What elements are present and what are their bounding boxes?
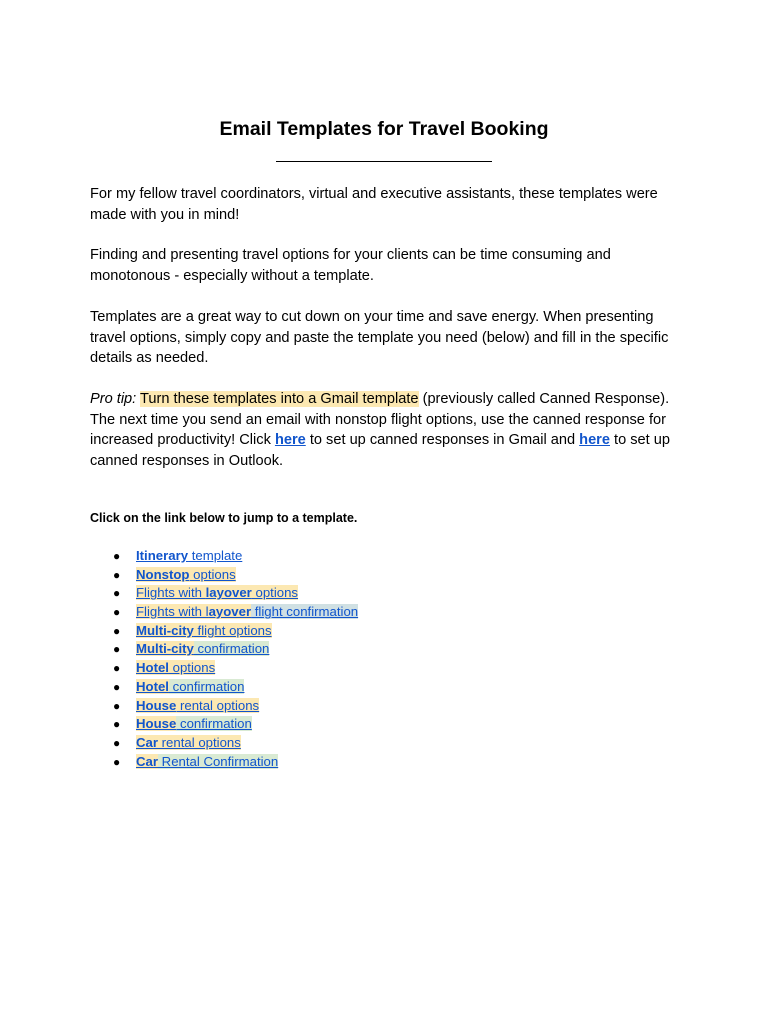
- pro-tip-paragraph: [90, 389, 690, 471]
- pro-tip-text-2: to set up canned responses in Gmail and: [305, 432, 580, 448]
- template-link-keyword: Car: [136, 753, 158, 769]
- template-link-suffix: Rental Confirmation: [158, 753, 279, 769]
- template-link[interactable]: [136, 697, 259, 716]
- template-link[interactable]: [136, 622, 272, 641]
- template-list-item: [0, 622, 768, 641]
- template-list-item: [0, 584, 768, 603]
- intro-paragraph: For my fellow travel coordinators, virtual and executive assistants, these templates were made with you in mind!: [90, 186, 658, 223]
- template-link-suffix: confirmation: [176, 716, 252, 732]
- template-list-item: [0, 697, 768, 716]
- bullet-icon: ●: [113, 661, 121, 676]
- template-link-suffix: template: [188, 548, 243, 563]
- template-links-list: [0, 547, 768, 771]
- bullet-icon: ●: [113, 567, 121, 582]
- template-link[interactable]: [136, 678, 244, 697]
- problem-paragraph: Finding and presenting travel options for your clients can be time consuming and monotonous - especially without a template.: [90, 247, 611, 284]
- template-link[interactable]: [136, 640, 269, 659]
- template-link[interactable]: [136, 659, 215, 678]
- pro-tip-text-1: (previously called Canned Response). The next time you send an email with nonstop flight options, use the canned response for increased productivity! Click: [90, 391, 670, 448]
- template-list-item: [0, 547, 768, 566]
- template-list-item: [0, 659, 768, 678]
- title-underline: [276, 161, 492, 162]
- template-link-keyword: layover: [205, 585, 252, 601]
- template-list-item: [0, 603, 768, 622]
- template-link-keyword: Hotel: [136, 678, 169, 694]
- document-title: Email Templates for Travel Booking: [219, 118, 549, 140]
- template-link-keyword: House: [136, 697, 177, 713]
- template-link-suffix: options: [168, 660, 216, 676]
- template-link[interactable]: [136, 603, 358, 622]
- templates-paragraph: Templates are a great way to cut down on your time and save energy. When presenting travel options, simply copy and paste the template you need (below) and fill in the specific details as needed.: [90, 309, 669, 366]
- pro-tip-label: Pro tip:: [90, 391, 137, 407]
- outlook-canned-responses-link[interactable]: here: [579, 432, 610, 448]
- bullet-icon: ●: [113, 717, 121, 732]
- jump-heading: Click on the link below to jump to a template.: [90, 511, 358, 525]
- template-link-keyword: House: [136, 716, 177, 732]
- gmail-canned-responses-link[interactable]: here: [274, 432, 306, 448]
- bullet-icon: ●: [113, 679, 121, 694]
- template-link[interactable]: [136, 715, 252, 734]
- bullet-icon: ●: [113, 735, 121, 750]
- bullet-icon: ●: [113, 549, 121, 563]
- template-link[interactable]: [136, 753, 278, 772]
- template-link[interactable]: [136, 566, 236, 585]
- template-link-keyword: Itinerary: [136, 548, 189, 563]
- template-link-suffix: flight confirmation: [251, 604, 359, 620]
- template-list-item: [0, 566, 768, 585]
- template-link-prefix: Flights with l: [136, 604, 209, 620]
- template-link-suffix: confirmation: [168, 678, 245, 694]
- pro-tip-text-3: to set up canned responses in Outlook.: [90, 432, 671, 469]
- template-link[interactable]: [136, 547, 242, 566]
- pro-tip-highlight: Turn these templates into a Gmail template: [140, 391, 419, 407]
- template-link[interactable]: [136, 584, 298, 603]
- template-link-suffix: rental options: [176, 697, 260, 713]
- bullet-icon: ●: [113, 698, 121, 713]
- template-link-keyword: Nonstop: [136, 566, 190, 582]
- template-list-item: [0, 753, 768, 772]
- template-link-prefix: Flights with: [136, 585, 206, 601]
- bullet-icon: ●: [113, 605, 121, 620]
- template-link-keyword: Car: [136, 734, 158, 750]
- template-link[interactable]: [136, 734, 241, 753]
- bullet-icon: ●: [113, 754, 121, 769]
- template-link-suffix: options: [251, 585, 299, 601]
- template-list-item: [0, 734, 768, 753]
- template-link-suffix: flight options: [193, 622, 272, 638]
- template-list-item: [0, 678, 768, 697]
- bullet-icon: ●: [113, 623, 121, 638]
- template-link-keyword: ayover: [208, 604, 252, 620]
- template-list-item: [0, 715, 768, 734]
- template-link-suffix: confirmation: [193, 641, 270, 657]
- bullet-icon: ●: [113, 642, 121, 657]
- template-link-keyword: Hotel: [136, 660, 169, 676]
- template-link-keyword: Multi-city: [136, 622, 194, 638]
- template-link-suffix: rental options: [158, 734, 241, 750]
- template-link-suffix: options: [189, 566, 236, 582]
- bullet-icon: ●: [113, 586, 121, 601]
- template-link-keyword: Multi-city: [136, 641, 194, 657]
- template-list-item: [0, 640, 768, 659]
